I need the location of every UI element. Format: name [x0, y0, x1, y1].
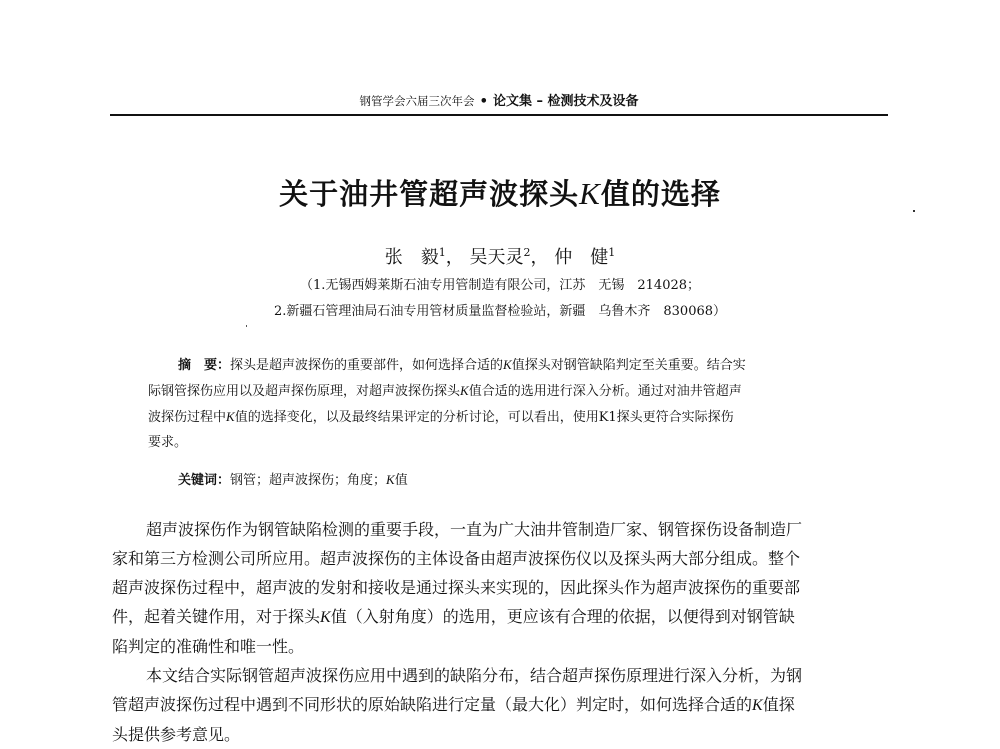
author-name: 仲 健: [554, 247, 609, 268]
body-line: [112, 661, 888, 690]
keywords: [178, 469, 408, 488]
abstract-text: 值探头对钢管缺陷判定至关重要。结合实: [511, 358, 746, 373]
body-text-run: 本文结合实际钢管超声波探伤应用中遇到的缺陷分布，结合超声探伤原理进行深入分析，为钢: [146, 666, 803, 685]
body-line: [112, 690, 888, 720]
body-text-run: 超声波探伤过程中，超声波的发射和接收是通过探头来实现的，因此探头作为超声波探伤的重要部: [112, 578, 801, 597]
abstract-text: 要求。: [148, 435, 188, 450]
author-affiliation-mark: 1: [608, 246, 616, 259]
header-conference: 钢管学会六届三次年会: [359, 94, 475, 108]
abstract-line: [148, 378, 860, 404]
author-affiliation-mark: 2: [523, 246, 531, 259]
author-affiliation-mark: 1: [438, 246, 446, 259]
body-line: [112, 632, 888, 661]
abstract-text: 探头是超声波探伤的重要部件，如何选择合适的: [230, 358, 504, 373]
abstract-text: 际钢管探伤应用以及超声探伤原理，对超声波探伤探头: [148, 384, 461, 399]
running-header: [110, 90, 888, 116]
body-line: [112, 573, 888, 602]
k-symbol: K: [503, 357, 512, 372]
body-line: [112, 544, 888, 573]
affiliation-line: （1.无锡西姆莱斯石油专用管制造有限公司，江苏 无锡 214028；: [299, 278, 701, 293]
title-text: 关于油井管超声波探头: [279, 177, 580, 211]
scan-speck: [246, 325, 247, 327]
body-text-run: 超声波探伤作为钢管缺陷检测的重要手段，一直为广大油井管制造厂家、钢管探伤设备制造厂: [146, 520, 803, 539]
body-line: [112, 515, 888, 544]
abstract-line: [148, 352, 860, 378]
abstract-text: 值的选择变化，以及最终结果评定的分析讨论，可以看出，使用K1探头更符合实际探伤: [234, 410, 734, 425]
header-series: 论文集 – 检测技术及设备: [492, 94, 639, 109]
header-separator: •: [479, 94, 488, 109]
title-text-tail: 值的选择: [600, 177, 721, 211]
body-text-run: 家和第三方检测公司所应用。超声波探伤的主体设备由超声波探伤仪以及探头两大部分组成。整个: [112, 549, 801, 568]
k-symbol: K: [460, 383, 469, 398]
k-symbol: K: [226, 409, 235, 424]
paper-title: [0, 172, 1000, 213]
abstract-text: 值合适的选用进行深入分析。通过对油井管超声: [468, 384, 742, 399]
author-name: 张 毅: [384, 247, 439, 268]
abstract-line: [148, 430, 860, 455]
body-text-run: 件，起着关键作用，对于探头: [112, 607, 321, 626]
abstract: [148, 352, 860, 455]
author-list: [0, 243, 1000, 269]
k-symbol: K: [320, 609, 331, 626]
abstract-text: 波探伤过程中: [148, 410, 227, 425]
k-symbol: K: [752, 697, 763, 714]
body-text-run: 头提供参考意见。: [112, 725, 241, 744]
body-text-run: 值（入射角度）的选用，更应该有合理的依据，以便得到对钢管缺: [330, 607, 795, 626]
keywords-label: 关键词：: [178, 473, 231, 488]
body-line: [112, 602, 888, 632]
body-text-run: 陷判定的准确性和唯一性。: [112, 637, 305, 656]
keywords-text: 钢管；超声波探伤；角度；: [230, 473, 387, 488]
abstract-line: [148, 404, 860, 430]
abstract-label: 摘 要：: [178, 358, 231, 373]
affiliation-line: 2.新疆石管理油局石油专用管材质量监督检验站，新疆 乌鲁木齐 830068）: [273, 304, 727, 319]
k-symbol: K: [386, 472, 395, 487]
author-separator: ，: [445, 247, 464, 268]
keywords-tail: 值: [394, 473, 408, 488]
author-name: 吴天灵: [469, 247, 524, 268]
author-separator: ，: [530, 247, 549, 268]
body-text-run: 管超声波探伤过程中遇到不同形状的原始缺陷进行定量（最大化）判定时，如何选择合适的: [112, 695, 753, 714]
title-k-symbol: K: [579, 176, 601, 211]
body-text: [112, 515, 888, 749]
body-text-run: 值探: [762, 695, 795, 714]
